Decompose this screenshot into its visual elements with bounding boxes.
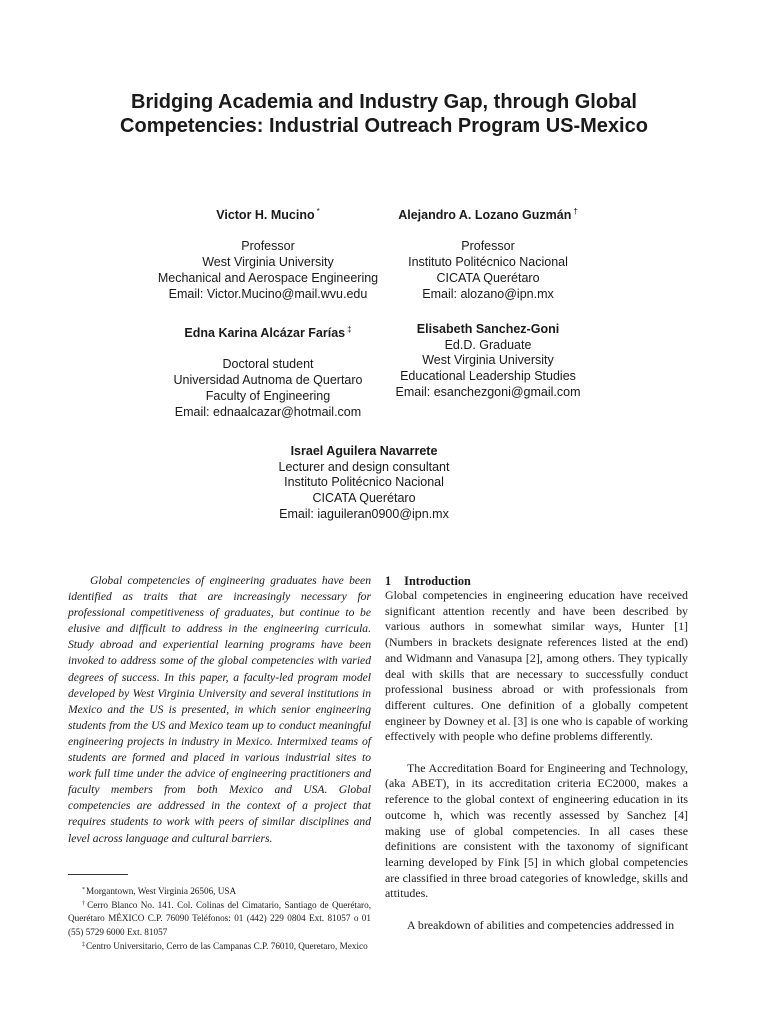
author-affiliation-line: Lecturer and design consultant [278,459,450,474]
paragraph: A breakdown of abilities and competencies addressed in [407,917,675,932]
author-affiliation-line: Universidad Autnoma de Quertaro [173,373,363,388]
author-affiliation-line: Mechanical and Aerospace Engineering [157,270,379,285]
abstract-text: Global competencies of engineering graduates have been identified as traits that are increasingly necessary for professional competitiveness of graduates, but continue to be elusive and difficult to address in the engineering curricula. Study abroad and experiential learning programs have been invoked to address some of the global competencies with varied degrees of success. In this paper, a faculty-led program model developed by West Virginia University and several institutions in Mexico and the US is presented, in which senior engineering students from the US and Mexico team up to conduct meaningful engineering projects in industry in Mexico. Intermixed teams of students are formed and placed in various industrial sites to work full time under the advice of engineering practitioners and faculty members from both Mexico and USA. Global competencies are addressed in the context of a project that requires students to work with peers of similar disciplines and level across language and cultural barriers. [68,574,371,845]
author-block-2 [368,204,608,302]
author-affiliation-line: Instituto Politécnico Nacional [408,255,568,270]
author-email: Email: alozano@ipn.mx [422,286,554,301]
author-affiliation-line: West Virginia University [422,353,554,368]
author-affiliation-line: Professor [241,239,295,254]
author-block-4 [368,322,608,401]
author-name: Victor H. Mucino * [216,207,320,222]
introduction-body [385,588,688,933]
footnote: ‡Centro Universitario, Cerro de las Campanas C.P. 76010, Queretaro, Mexico [82,940,368,951]
author-name: Alejandro A. Lozano Guzmán † [398,207,578,222]
author-affiliation-line: Faculty of Engineering [205,388,331,403]
author-name: Edna Karina Alcázar Farías ‡ [184,325,352,340]
section-number: 1 [385,574,392,588]
author-name: Elisabeth Sanchez-Goni [416,322,560,336]
author-name: Israel Aguilera Navarrete [290,444,438,458]
author-email: Email: esanchezgoni@gmail.com [395,384,581,399]
paragraph: Global competencies in engineering education have received significant attention recently and have been described by various authors in somewhat similar ways, Hunter [1] (Numbers in brackets designate references listed at the end) and Widmann and Vanasupa [2], among others. They typically deal with skills that are necessary to successfully conduct professional business abroad or with professionals from different cultures. One definition of a globally competent engineer by Downey et al. [3] is one who is capable of working effectively with people who define problems differently. [385,588,688,744]
author-block-5 [234,444,494,523]
author-email: Email: Victor.Mucino@mail.wvu.edu [168,286,368,301]
author-affiliation-line: Professor [461,239,515,254]
author-block-3 [138,322,398,420]
footnote-divider [68,874,128,875]
author-affiliation-line: Instituto Politécnico Nacional [284,475,444,490]
author-affiliation-line: Ed.D. Graduate [444,337,532,352]
section-heading [385,574,471,589]
author-affiliation-line: Educational Leadership Studies [400,369,576,384]
author-email: Email: iaguileran0900@ipn.mx [279,506,449,521]
paper-title: Bridging Academia and Industry Gap, through Global Competencies: Industrial Outreach Program US-Mexico [120,91,648,137]
author-affiliation-line: West Virginia University [202,255,334,270]
author-affiliation-line: CICATA Querétaro [312,491,416,506]
author-email: Email: ednaalcazar@hotmail.com [174,404,362,419]
paragraph: The Accreditation Board for Engineering and Technology, (aka ABET), in its accreditation criteria EC2000, makes a reference to the global context of engineering education in its outcome h, which was recently assessed by Sanchez [4] making use of global competencies. In all cases these definitions are consistent with the taxonomy of significant learning developed by Fink [5] in which global competencies are classified in three broad categories of knowledge, skills and attitudes. [385,760,688,901]
author-affiliation-line: Doctoral student [222,357,314,372]
author-affiliation-line: CICATA Querétaro [436,270,540,285]
section-title: Introduction [404,574,471,588]
footnotes [68,884,371,953]
footnote: *Morgantown, West Virginia 26506, USA [82,886,237,896]
abstract [68,573,371,847]
footnote: †Cerro Blanco No. 141. Col. Colinas del Cimatario, Santiago de Querétaro, Querétaro MÉXICO C.P. 76090 Teléfonos: 01 (442) 229 0804 Ext. 81057 o 01 (55) 5729 6000 Ext. 81057 [68,900,372,937]
